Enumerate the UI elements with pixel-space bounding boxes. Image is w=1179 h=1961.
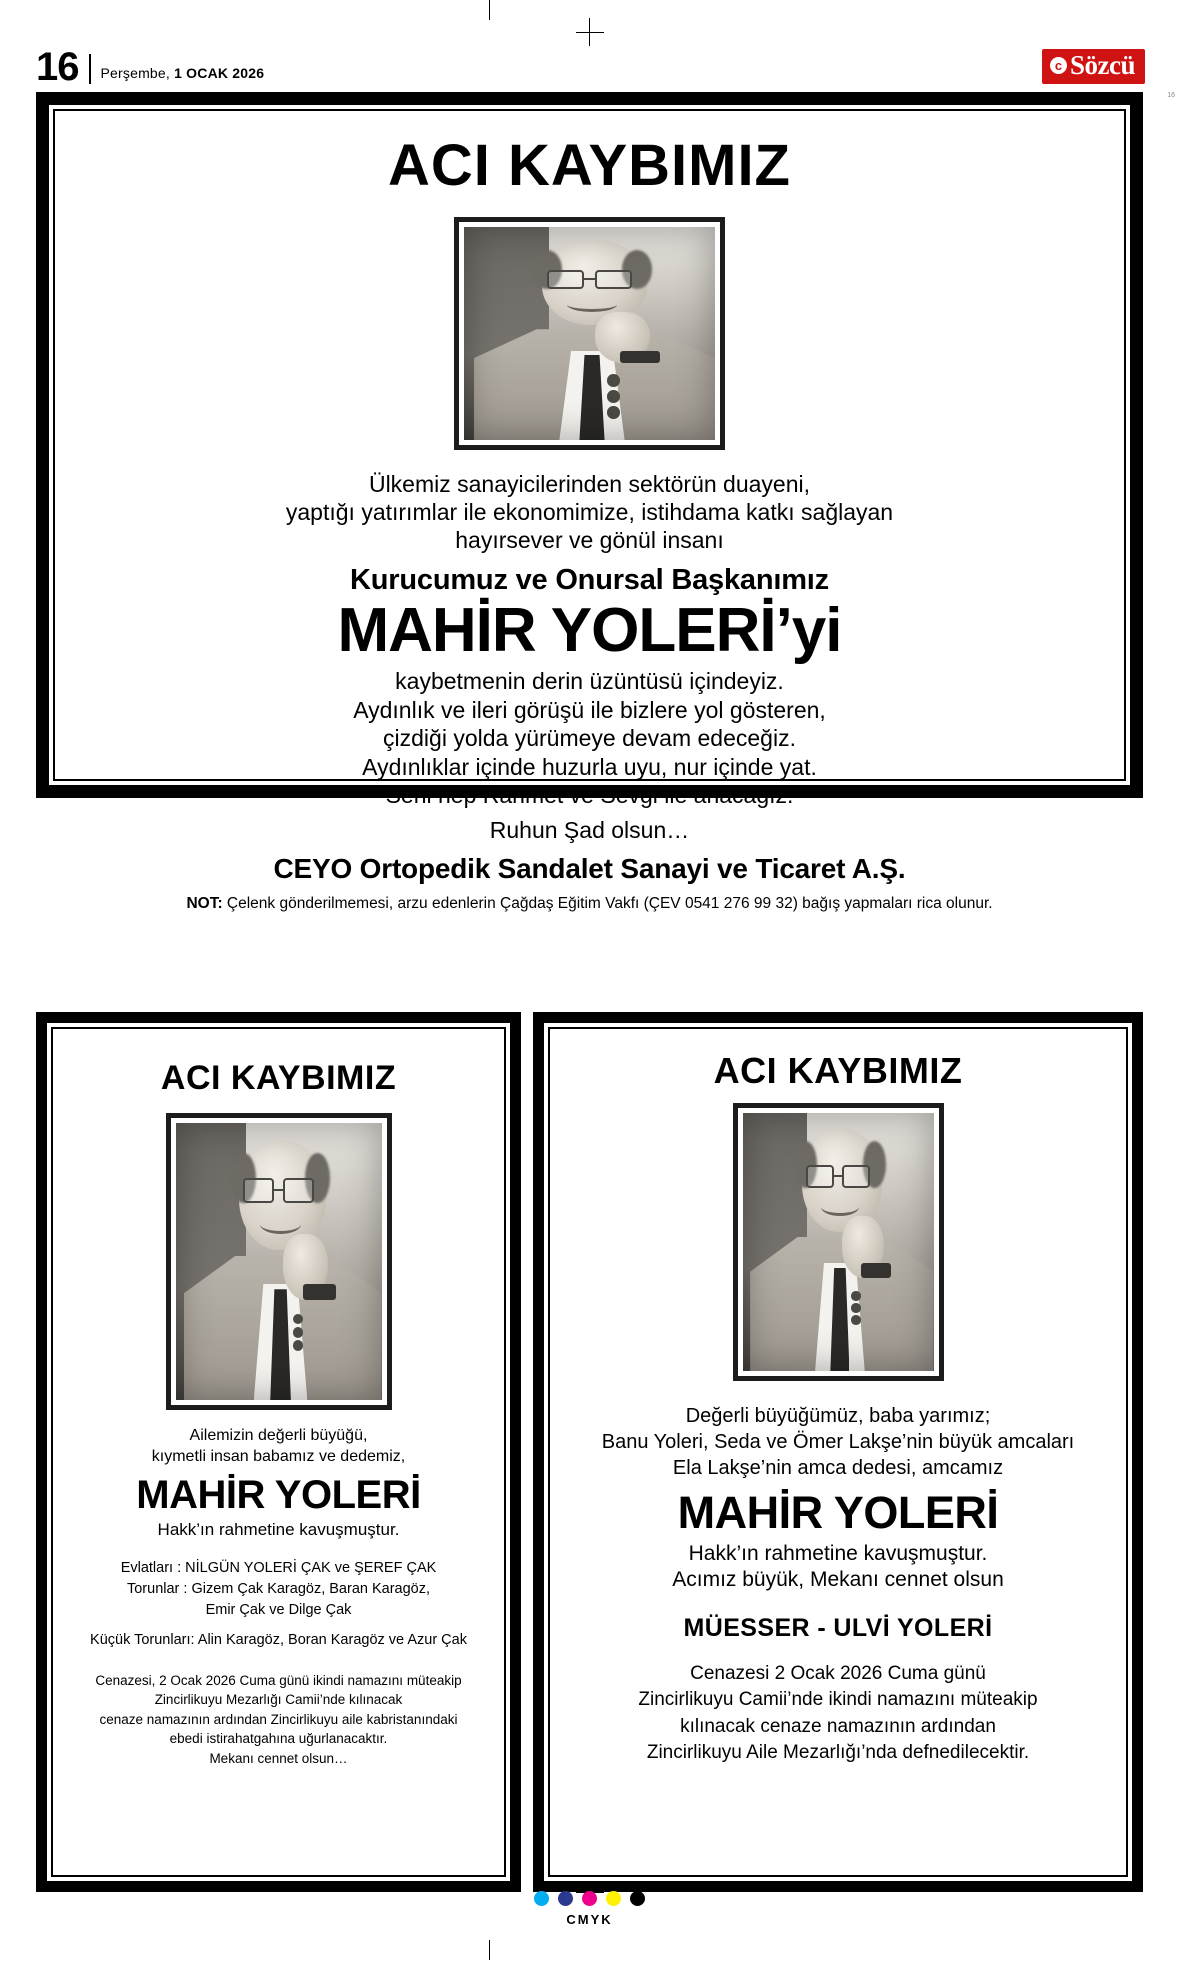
mahir-yoleri-portrait-main (464, 227, 715, 440)
side-mark-top: 16 (1167, 92, 1175, 99)
obituary-left-funeral-line2: Zincirlikuyu Mezarlığı Camii’nde kılınacak (154, 1692, 403, 1708)
obituary-right-lead-line3: Ela Lakşe’nin amca dedesi, amcamız (672, 1457, 1004, 1479)
obituary-main-body-line5: Seni hep Rahmet ve Sevgi ile anacağız. (385, 782, 794, 809)
portrait-frame-left (166, 1113, 392, 1410)
page-number: 16 (36, 45, 79, 89)
obituary-left-lead-line1: Ailemizin değerli büyüğü, (189, 1427, 368, 1444)
obituary-main-note-label: NOT: (186, 894, 223, 912)
portrait-frame-main (454, 217, 725, 450)
obituary-left-funeral-line3: cenaze namazının ardından Zincirlikuyu aile kabristanındaki (99, 1711, 458, 1727)
obituary-main-company: CEYO Ortopedik Sandalet Sanayi ve Ticaret A.Ş. (273, 852, 906, 884)
color-dot-yellow (606, 1891, 621, 1906)
obituary-right-funeral-line1: Cenazesi 2 Ocak 2026 Cuma günü (690, 1663, 986, 1685)
obituary-main-intro-line2: yaptığı yatırımlar ile ekonomimize, istihdama katkı sağlayan (285, 499, 894, 526)
obituary-left-family (90, 1558, 467, 1651)
mahir-yoleri-portrait-left (176, 1123, 382, 1400)
obituary-right-funeral-line2: Zincirlikuyu Camii’nde ikindi namazını müteakip (638, 1689, 1038, 1711)
obituary-right-survivors: MÜESSER - ULVİ YOLERİ (683, 1614, 993, 1643)
obituary-right-funeral-line4: Zincirlikuyu Aile Mezarlığı’nda defnedilecektir. (646, 1741, 1030, 1763)
obituary-left-family-line2: Torunlar : Gizem Çak Karagöz, Baran Karagöz, (126, 1580, 431, 1597)
header-divider (89, 54, 91, 84)
obituary-main-heading: ACI KAYBIMIZ (388, 133, 791, 198)
obituary-left-funeral-line5: Mekanı cennet olsun… (209, 1750, 348, 1766)
obituary-right-subline2: Acımız büyük, Mekanı cennet olsun (672, 1568, 1004, 1592)
crop-mark-bottom-v (489, 1940, 490, 1960)
obituary-left-lead-line2: kıymetli insan babamız ve dedemiz, (151, 1447, 406, 1465)
cmyk-label-k: K (601, 1912, 613, 1927)
color-dot-magenta (582, 1891, 597, 1906)
page-date-day: Perşembe, (100, 65, 170, 81)
color-dot-blue (558, 1891, 573, 1906)
obituary-left-family-line1: Evlatları : NİLGÜN YOLERİ ÇAK ve ŞEREF ÇAK (120, 1559, 437, 1576)
obituary-left-name: MAHİR YOLERİ (136, 1472, 421, 1517)
obituary-main-inner (53, 109, 1126, 912)
cmyk-label (566, 1912, 612, 1927)
obituary-right-lead (602, 1403, 1075, 1481)
crop-mark-top-v (489, 0, 490, 20)
portrait-frame-right (733, 1103, 944, 1381)
masthead-logo (1042, 49, 1145, 84)
obituary-main-body-line2: Aydınlık ve ileri görüşü ile bizlere yol gösteren, (353, 696, 826, 723)
color-dot-cyan (534, 1891, 549, 1906)
obituary-main-intro (286, 470, 893, 554)
obituary-left-heading: ACI KAYBIMIZ (160, 1059, 397, 1097)
obituary-main-intro-line1: Ülkemiz sanayicilerinden sektörün duayeni, (368, 471, 811, 497)
obituary-main-closing: Ruhun Şad olsun… (489, 816, 690, 843)
obituary-main-body (353, 667, 826, 810)
obituary-left-funeral-line1: Cenazesi, 2 Ocak 2026 Cuma günü ikindi namazını müteakip (95, 1672, 462, 1688)
page-date (101, 65, 265, 81)
cmyk-label-c: C (566, 1912, 578, 1927)
obituary-right-funeral (638, 1661, 1037, 1766)
obituary-main-body-line3: çizdiği yolda yürümeye devam edeceğiz. (383, 725, 796, 752)
obituary-main (36, 92, 1143, 912)
obituary-left-family-line3: Emir Çak ve Dilge Çak (205, 1601, 352, 1618)
obituary-main-role: Kurucumuz ve Onursal Başkanımız (350, 564, 829, 597)
obituary-left (36, 1012, 521, 1892)
page-header (0, 40, 1179, 89)
obituary-main-body-line1: kaybetmenin derin üzüntüsü içindeyiz. (395, 668, 784, 695)
obituary-right-lead-line1: Değerli büyüğümüz, baba yarımız; (685, 1405, 991, 1427)
cmyk-label-m: M (577, 1912, 591, 1927)
cmyk-colorbar (0, 1891, 1179, 1927)
obituary-left-funeral (95, 1671, 461, 1769)
masthead-title: Sözcü (1070, 50, 1135, 80)
obituary-main-name: MAHİR YOLERİ’yi (337, 596, 842, 666)
obituary-right-lead-line2: Banu Yoleri, Seda ve Ömer Lakşe’nin büyük amcaları (601, 1431, 1075, 1453)
obituary-right-subline1: Hakk’ın rahmetine kavuşmuştur. (688, 1542, 988, 1566)
obituary-main-note (186, 895, 992, 913)
obituary-left-funeral-line4: ebedi istirahatgahına uğurlanacaktır. (169, 1731, 388, 1747)
obituary-left-family-line4: Küçük Torunları: Alin Karagöz, Boran Karagöz ve Azur Çak (90, 1631, 467, 1648)
registration-mark-top-h (576, 32, 604, 33)
mahir-yoleri-portrait-right (743, 1113, 934, 1371)
obituary-main-intro-line3: hayırsever ve gönül insanı (455, 527, 724, 554)
obituary-right-name: MAHİR YOLERİ (677, 1487, 999, 1538)
obituary-left-inner (51, 1027, 506, 1877)
masthead-badge-icon: c (1050, 57, 1067, 74)
obituary-right-heading: ACI KAYBIMIZ (713, 1050, 963, 1091)
obituary-left-lead (152, 1426, 405, 1468)
obituary-right (533, 1012, 1143, 1892)
page-date-rest: 1 OCAK 2026 (174, 65, 265, 81)
obituary-main-note-text: Çelenk gönderilmemesi, arzu edenlerin Çağdaş Eğitim Vakfı (ÇEV 0541 276 99 32) bağış yapmaları rica olunur. (222, 894, 993, 912)
obituary-main-body-line4: Aydınlıklar içinde huzurla uyu, nur içinde yat. (362, 753, 817, 780)
cmyk-label-y: Y (590, 1912, 602, 1927)
obituary-right-inner (548, 1027, 1128, 1877)
cmyk-dots (534, 1891, 645, 1906)
obituary-right-funeral-line3: kılınacak cenaze namazının ardından (680, 1715, 996, 1737)
color-dot-black (630, 1891, 645, 1906)
obituary-left-subline: Hakk’ın rahmetine kavuşmuştur. (157, 1519, 400, 1539)
